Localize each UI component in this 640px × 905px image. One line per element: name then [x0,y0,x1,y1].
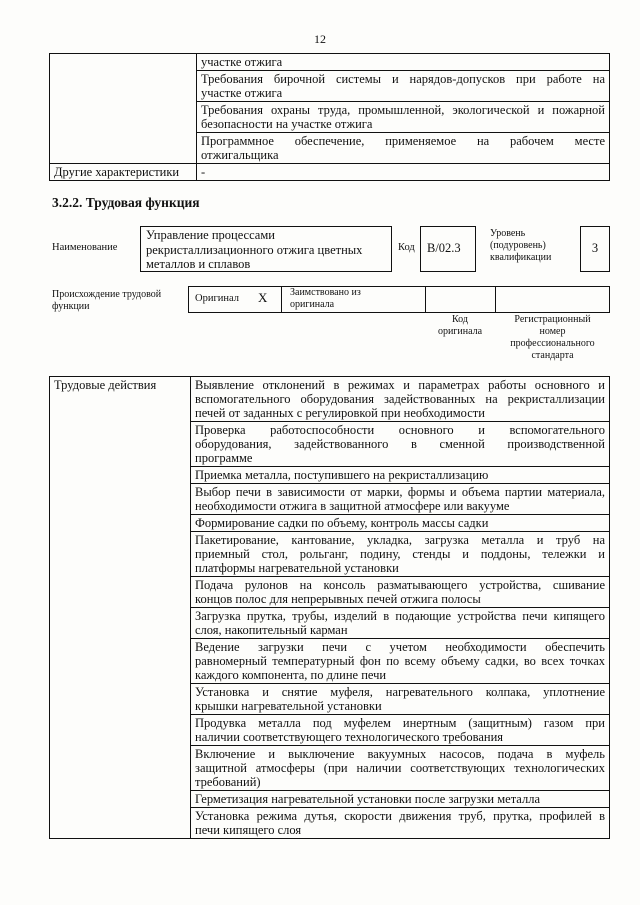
labor-action-item [191,715,610,746]
table-row [50,133,610,164]
labor-action-item [191,467,610,484]
cell-line: приемный стол, рольганг, подину, стенды и поддоны, тележки и [195,547,605,561]
origin-box [188,286,610,313]
code-caption-line: оригинала [437,326,483,337]
reg-caption-line: стандарта [531,350,574,361]
cell-line: Продувка металла под муфелем инертным (защитным) газом при [195,716,605,730]
reg-caption [495,314,610,362]
cell-line: Пакетирование, кантование, укладка, загрузка металла и труб на [195,533,605,547]
labor-action-item [191,577,610,608]
row-content [197,102,610,133]
row-content [197,164,610,181]
cell-line: Установка и снятие муфеля, нагревательного колпака, уплотнение [195,685,605,699]
table-row [50,102,610,133]
cell-line: вспомогательного оборудования задействованных на рекристаллизации [195,392,605,406]
cell-line: программе [195,451,253,465]
original-label: Оригинал [195,293,239,304]
cell-line: требований) [195,775,261,789]
labor-action-item [191,484,610,515]
function-name-box [140,226,392,272]
cell-line: Выявление отклонений в режимах и параметрах работы основного и [195,378,605,392]
cell-line: безопасности на участке отжига [201,117,373,131]
cell-line: Включение и выключение вакуумных насосов, подача в муфель [195,747,605,761]
code-caption-line: Код [452,314,468,325]
table-row [50,54,610,71]
original-mark: X [258,290,268,305]
cell-line: Требования бирочной системы и нарядов-допусков при работе на [201,72,605,86]
labor-actions-label: Трудовые действия [50,377,191,839]
cell-line: оборудования, задействованного в сменной производственной [195,437,605,451]
cell-line: Выбор печи в зависимости от марки, формы и объема партии материала, [195,485,605,499]
cell-line: Приемка металла, поступившего на рекристаллизацию [195,468,489,482]
table-row [50,71,610,102]
function-name-line: металлов и сплавов [146,257,251,271]
row-content [197,71,610,102]
cell-line: отжигальщика [201,148,279,162]
row-content [197,54,610,71]
cell-line: участке отжига [201,86,283,100]
cell-line: Проверка работоспособности основного и вспомогательного [195,423,605,437]
page-number: 12 [314,32,326,46]
labor-action-item [191,684,610,715]
labor-action-item [191,515,610,532]
cell-line: Установка режима дутья, скорости движения труб, прутка, профилей в [195,809,605,823]
labor-action-item [191,377,610,422]
cell-line: Требования охраны труда, промышленной, экологической и пожарной [201,103,605,117]
table-row [50,377,610,422]
origin-label-line: функции [52,301,90,312]
cell-line: слоя, накопительный карман [195,623,348,637]
labor-action-item [191,746,610,791]
labor-action-item [191,608,610,639]
labor-action-item [191,791,610,808]
level-label [490,228,551,264]
cell-line: Подача рулонов на консоль разматывающего устройства, сшивание [195,578,605,592]
labor-action-item [191,422,610,467]
row-label: Другие характеристики [50,164,197,181]
section-heading: 3.2.2. Трудовая функция [52,195,200,210]
code-label: Код [398,242,415,253]
level-label-line: Уровень [490,228,526,239]
cell-line: необходимости отжига в защитной атмосфере или вакууме [195,499,510,513]
row-label [50,133,197,164]
origin-label-line: Происхождение трудовой [52,289,162,300]
row-label [50,54,197,71]
row-label [50,71,197,102]
labor-actions-table [49,376,610,839]
level-label-line: квалификации [490,252,552,263]
cell-line: платформы нагревательной установки [195,561,399,575]
origin-label [52,289,161,313]
borrowed-label-line: Заимствовано из [290,287,361,298]
table-row [50,164,610,181]
row-content [197,133,610,164]
borrowed-label-line: оригинала [290,299,335,310]
labor-action-item [191,532,610,577]
code-value: B/02.3 [427,241,461,255]
cell-line: Загрузка прутка, трубы, изделий в подающие устройства печи кипящего [195,609,605,623]
function-name-line: рекристаллизационного отжига цветных [146,242,363,257]
cell-line: равномерный температурный фон по всему объему садки, во всех точках [195,654,605,668]
name-label: Наименование [52,242,118,253]
row-label [50,102,197,133]
labor-action-item [191,639,610,684]
level-box [580,226,610,272]
cell-line: Герметизация нагревательной установки после загрузки металла [195,792,540,806]
origin-divider [425,286,426,313]
cell-line: защитной атмосферы (при наличии соответствующих технологических [195,761,605,775]
cell-line: печей от заданных с регулировкой при необходимости [195,406,485,420]
cell-line: Ведение загрузки печи с учетом необходимости обеспечить [195,640,605,654]
cell-line: печи кипящего слоя [195,823,302,837]
characteristics-table [49,53,610,181]
origin-divider [281,286,282,313]
origin-divider [495,286,496,313]
cell-line: участке отжига [201,55,283,69]
reg-caption-line: профессионального [510,338,595,349]
level-label-line: (подуровень) [490,240,546,251]
labor-action-item [191,808,610,839]
cell-line: наличии соответствующего технологического требования [195,730,504,744]
function-name-line: Управление процессами [146,228,275,242]
cell-line: Формирование садки по объему, контроль массы садки [195,516,489,530]
cell-line: каждого компонента, по длине печи [195,668,387,682]
reg-caption-line: номер [539,326,566,337]
code-caption [425,314,495,338]
reg-caption-line: Регистрационный [514,314,591,325]
cell-line: крышки нагревательной установки [195,699,382,713]
level-value: 3 [591,241,599,255]
code-box [420,226,476,272]
borrowed-label [290,287,361,311]
cell-line: концов полос для непрерывных печей отжига полосы [195,592,481,606]
cell-line: Программное обеспечение, применяемое на рабочем месте [201,134,605,148]
cell-line: - [201,165,206,179]
